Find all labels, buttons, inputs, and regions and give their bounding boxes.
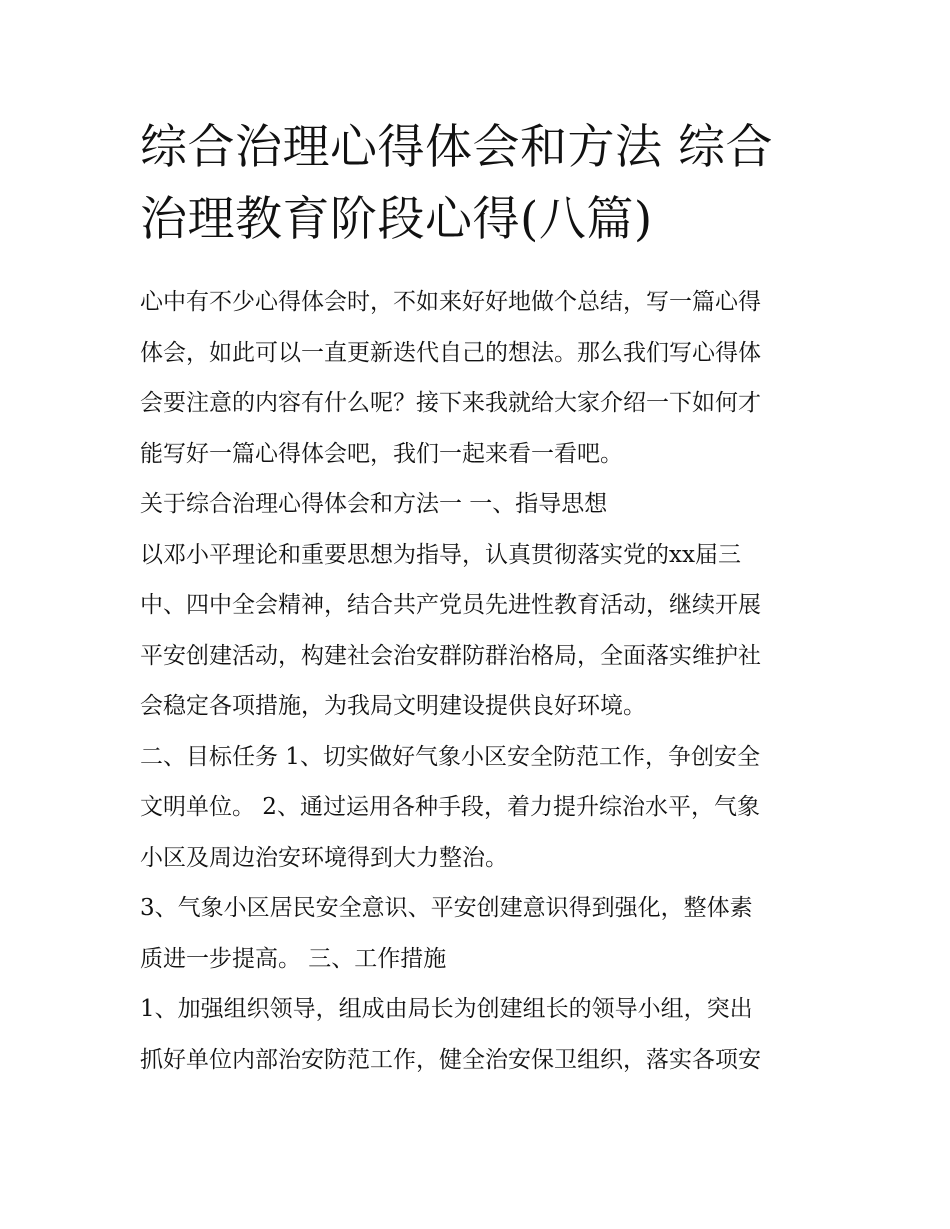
title-line: 治理教育阶段心得(八篇) [140, 192, 653, 247]
body-line: 能写好一篇心得体会吧，我们一起来看一看吧。 [140, 440, 623, 467]
body-line: 抓好单位内部治安防范工作，健全治安保卫组织，落实各项安 [140, 1046, 761, 1073]
document-body [140, 277, 820, 1085]
title-line: 综合治理心得体会和方法 综合 [140, 120, 773, 175]
body-line: 会稳定各项措施，为我局文明建设提供良好环境。 [140, 693, 646, 719]
body-line: 文明单位。 2、通过运用各种手段，着力提升综治水平，气象 [140, 794, 760, 820]
body-line: 中、四中全会精神，结合共产党员先进性教育活动，继续开展 [140, 592, 761, 618]
body-line: 1、加强组织领导，组成由局长为创建组长的领导小组，突出 [140, 996, 753, 1022]
body-line: 以邓小平理论和重要思想为指导，认真贯彻落实党的xx届三 [140, 541, 741, 568]
body-line: 体会，如此可以一直更新迭代自己的想法。那么我们写心得体 [140, 339, 761, 366]
body-line: 3、气象小区居民安全意识、平安创建意识得到强化，整体素 [140, 895, 753, 921]
body-line: 二、目标任务 1、切实做好气象小区安全防范工作，争创安全 [140, 743, 760, 770]
body-line: 心中有不少心得体会时，不如来好好地做个总结，写一篇心得 [140, 289, 761, 315]
body-line: 平安创建活动，构建社会治安群防群治格局，全面落实维护社 [140, 642, 761, 669]
body-line: 小区及周边治安环境得到大力整治。 [140, 844, 508, 871]
section-heading: 关于综合治理心得体会和方法一 一、指导思想 [140, 491, 608, 517]
body-line: 会要注意的内容有什么呢？接下来我就给大家介绍一下如何才 [140, 390, 761, 416]
body-line: 质进一步提高。 三、工作措施 [140, 945, 447, 972]
document-title [140, 112, 820, 256]
